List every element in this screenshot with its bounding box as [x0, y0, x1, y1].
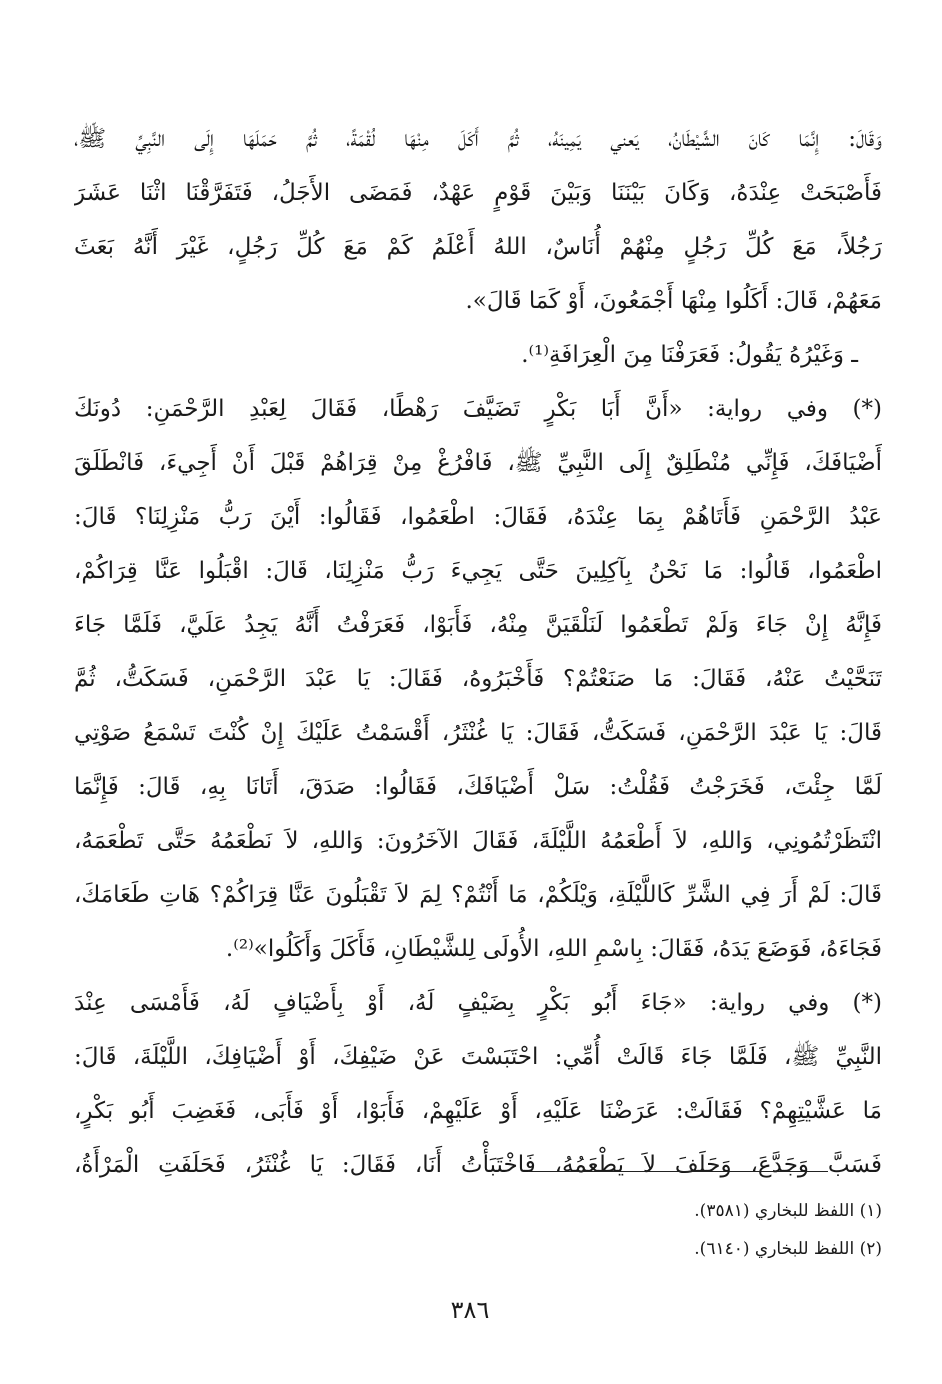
text-line: رَجُلاً، مَعَ كُلِّ رَجُلٍ مِنْهُمْ أُنَاسٌ، اللهُ أَعْلَمُ كَمْ مَعَ كُلِّ رَجُلٍ، غَيْرَ أَنَّهُ بَعَثَ [74, 234, 882, 260]
footnote-divider [528, 1171, 828, 1172]
footnote: (٢) اللفظ للبخاري (٦١٤٠). [694, 1239, 882, 1259]
text-line: مَا عَشَّيْتِهِمْ؟ فَقَالَتْ: عَرَضْنَا عَلَيْهِ، أَوْ عَلَيْهِمْ، فَأَبَوْا، أَوْ فَأَبَى، فَغَضِبَ أَبُو بَكْرٍ، [74, 1098, 882, 1124]
text-line: وَقَالَ: إِنَّمَا كَانَ الشَّيْطَانُ، يَعني يَمِينَهُ، ثُمَّ أَكَلَ مِنْهَا لُقْمَةً، ثُمَّ حَمَلَهَا إِلَى النَّبِيِّ ﷺ، [74, 126, 882, 152]
text-line: فَأَصْبَحَتْ عِنْدَهُ، وَكَانَ بَيْنَنَا وَبَيْنَ قَوْمٍ عَهْدٌ، فَمَضَى الأَجَلُ، فَتَفَرَّقْنَا اثْنَا عَشَرَ [74, 180, 882, 206]
text-line: فَجَاءَهُ، فَوَضَعَ يَدَهُ، فَقَالَ: بِاسْمِ اللهِ، الأُولَى لِلشَّيْطَانِ، فَأَكَلَ وَأَكَلُوا»⁽²⁾. [225, 936, 882, 962]
text-line: اطْعَمُوا، قَالُوا: مَا نَحْنُ بِآكِلِينَ حَتَّى يَجِيءَ رَبُّ مَنْزِلِنَا، قَالَ: اقْبَلُوا عَنَّا قِرَاكُمْ، [74, 558, 882, 584]
text-line: قَالَ: لَمْ أَرَ فِي الشَّرِّ كَاللَّيْلَةِ، وَيْلَكُمْ، مَا أَنْتُمْ؟ لِمَ لاَ تَقْبَلُونَ عَنَّا قِرَاكُمْ؟ هَاتِ طَعَامَكَ، [74, 882, 882, 908]
hadith-text [74, 112, 882, 1192]
footnotes [282, 1192, 882, 1268]
text-line: تَنَحَّيْتُ عَنْهُ، فَقَالَ: مَا صَنَعْتُمْ؟ فَأَخْبَرُوهُ، فَقَالَ: يَا عَبْدَ الرَّحْمَنِ، فَسَكَتُّ، ثُمَّ [74, 666, 882, 692]
text-line: (*) وفي رواية: «أَنَّ أَبَا بَكْرٍ تَضَيَّفَ رَهْطًا، فَقَالَ لِعَبْدِ الرَّحْمَنِ: دُونَكَ [74, 396, 882, 422]
text-line: فَسَبَّ وَجَدَّعَ، وَحَلَفَ لاَ يَطْعَمُهُ، فَاخْتَبَأْتُ أَنَا، فَقَالَ: يَا غُنْثَرُ، فَحَلَفَتِ الْمَرْأَةُ، [74, 1152, 882, 1178]
text-line: (*) وفي رواية: «جَاءَ أَبُو بَكْرٍ بِضَيْفٍ لَهُ، أَوْ بِأَضْيَافٍ لَهُ، فَأَمْسَى عِنْدَ [74, 990, 882, 1016]
text-line: مَعَهُمْ، قَالَ: أَكَلُوا مِنْهَا أَجْمَعُونَ، أَوْ كَمَا قَالَ». [465, 288, 882, 314]
text-line: انْتَظَرْتُمُونِي، وَاللهِ، لاَ أَطْعَمُهُ اللَّيْلَةَ، فَقَالَ الآخَرُونَ: وَاللهِ، لاَ نَطْعَمُهُ حَتَّى تَطْعَمَهُ، [74, 828, 882, 854]
text-line: ـ وَغَيْرُهُ يَقُولُ: فَعَرَفْنَا مِنَ الْعِرَافَةِ⁽¹⁾. [521, 342, 858, 368]
text-line: فَإِنَّهُ إِنْ جَاءَ وَلَمْ تَطْعَمُوا لَنَلْقَيَنَّ مِنْهُ، فَأَبَوْا، فَعَرَفْتُ أَنَّهُ يَجِدُ عَلَيَّ، فَلَمَّا جَاءَ [74, 612, 882, 638]
page-number: ٣٨٦ [450, 1296, 490, 1324]
text-line: أَضْيَافَكَ، فَإِنِّي مُنْطَلِقٌ إِلَى النَّبِيِّ ﷺ، فَافْرُغْ مِنْ قِرَاهُمْ قَبْلَ أَنْ أَجِيءَ، فَانْطَلَقَ [74, 450, 882, 476]
text-line: النَّبِيِّ ﷺ، فَلَمَّا جَاءَ قَالَتْ أُمِّي: احْتَبَسْتَ عَنْ ضَيْفِكَ، أَوْ أَضْيَافِكَ، اللَّيْلَةَ، قَالَ: [74, 1044, 882, 1070]
footnote: (١) اللفظ للبخاري (٣٥٨١). [694, 1201, 882, 1221]
text-line: قَالَ: يَا عَبْدَ الرَّحْمَنِ، فَسَكَتُّ، فَقَالَ: يَا غُنْثَرُ، أَقْسَمْتُ عَلَيْكَ إِنْ كُنْتَ تَسْمَعُ صَوْتِي [74, 720, 882, 746]
text-line: لَمَّا جِئْتَ، فَخَرَجْتُ فَقُلْتُ: سَلْ أَضْيَافَكَ، فَقَالُوا: صَدَقَ، أَتَانَا بِهِ، قَالَ: فَإِنَّمَا [74, 774, 882, 800]
text-line: عَبْدُ الرَّحْمَنِ فَأَتَاهُمْ بِمَا عِنْدَهُ، فَقَالَ: اطْعَمُوا، فَقَالُوا: أَيْنَ رَبُّ مَنْزِلِنَا؟ قَالَ: [74, 504, 882, 530]
